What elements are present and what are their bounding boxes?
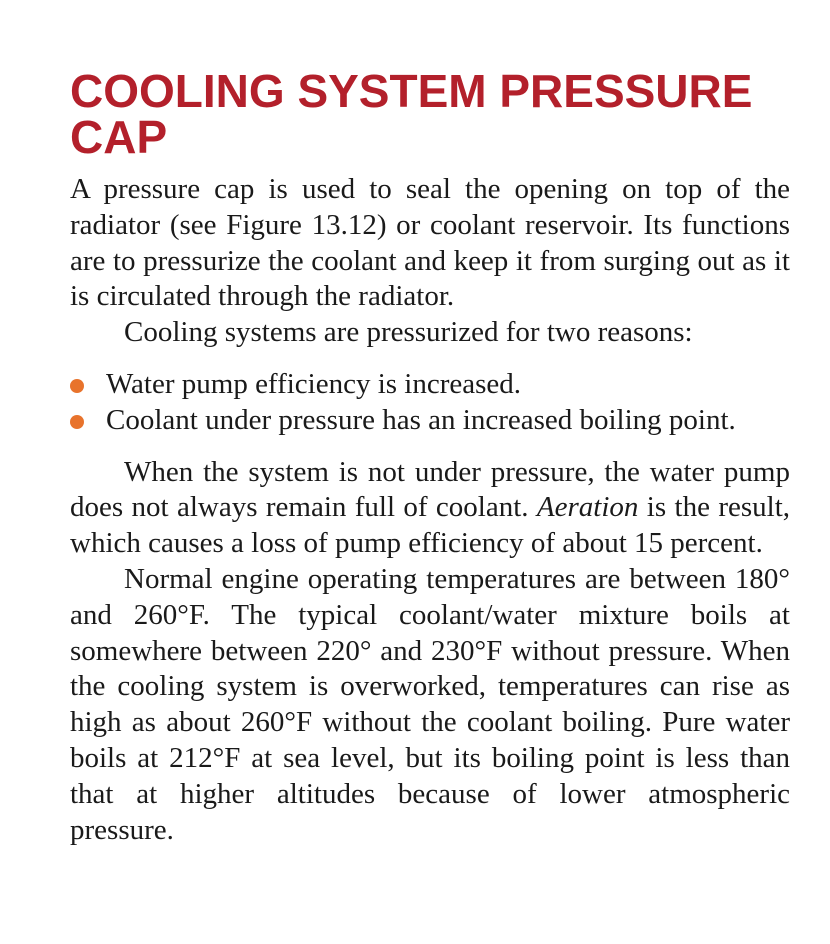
list-item-text: Water pump efficiency is increased. [106, 367, 522, 400]
paragraph-operating-temperatures: Normal engine operating temperatures are between 180° and 260°F. The typical coolant/water mixture boils at somewhere between 220° and 230°F without pressure. When the cooling system is overworked, temperatures can rise as high as about 260°F without the coolant boiling. Pure water boils at 212°F at sea level, but its boiling point is less than that at higher altitudes because of lower atmospheric pressure. [70, 562, 790, 846]
bullet-dot-icon [70, 415, 84, 429]
paragraph-aeration [70, 455, 790, 562]
paragraph-two-reasons: Cooling systems are pressurized for two reasons: [124, 316, 693, 349]
aeration-text-after: is the result, which causes a loss of pump efficiency of about 15 percent. [70, 491, 790, 560]
section-heading: COOLING SYSTEM PRESSURE CAP [70, 65, 753, 163]
list-item-text: Coolant under pressure has an increased boiling point. [106, 403, 736, 436]
document-page [70, 65, 790, 848]
aeration-term: Aeration [536, 491, 639, 524]
list-item [70, 403, 790, 439]
bullet-dot-icon [70, 379, 84, 393]
paragraph-pressure-cap-intro: A pressure cap is used to seal the opening on top of the radiator (see Figure 13.12) or coolant reservoir. Its functions are to pressurize the coolant and keep it from surging out as it is circulated through the radiator. [70, 173, 790, 313]
aeration-text-before: When the system is not under pressure, the water pump does not always remain full of coolant. [70, 455, 790, 524]
list-item [70, 367, 790, 403]
reasons-list [70, 367, 790, 439]
